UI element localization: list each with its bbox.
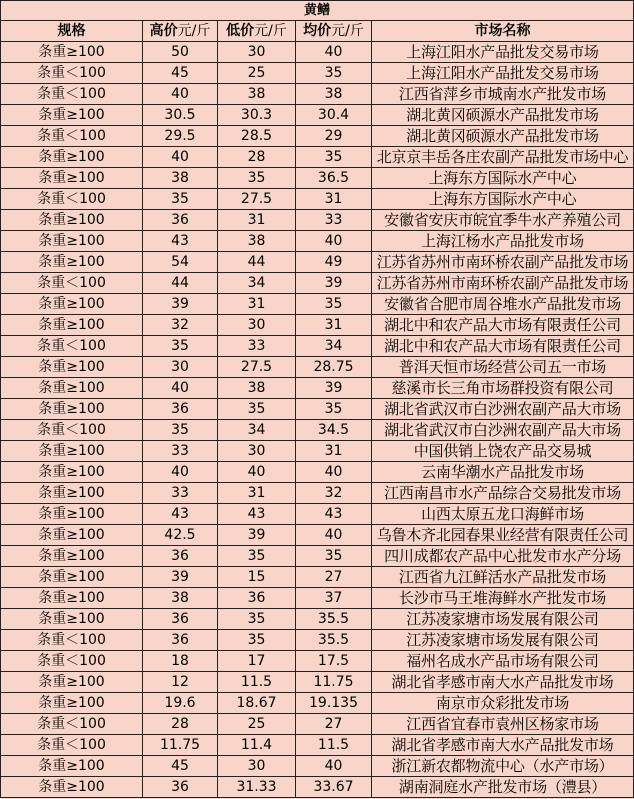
market-name-cell: 湖北中和农产品大市场有限责任公司	[372, 315, 634, 336]
low-price-cell: 18.67	[218, 693, 296, 714]
avg-price-cell: 35.5	[296, 609, 372, 630]
avg-price-cell: 39	[296, 273, 372, 294]
column-header-label: 均价	[303, 23, 332, 39]
avg-price-cell: 35	[296, 294, 372, 315]
low-price-cell: 25	[218, 714, 296, 735]
low-price-cell: 36	[218, 588, 296, 609]
low-price-cell: 25	[218, 63, 296, 84]
low-price-cell: 43	[218, 504, 296, 525]
low-price-cell: 38	[218, 231, 296, 252]
avg-price-cell: 40	[296, 525, 372, 546]
low-price-cell: 27.5	[218, 189, 296, 210]
spec-cell: 条重≥100	[1, 546, 143, 567]
high-price-cell: 45	[143, 756, 218, 777]
spec-cell: 条重≥100	[1, 483, 143, 504]
low-price-cell: 31	[218, 483, 296, 504]
high-price-cell: 43	[143, 231, 218, 252]
low-price-cell: 30	[218, 315, 296, 336]
spec-cell: 条重＜100	[1, 420, 143, 441]
column-header-unit: 元/斤	[177, 23, 211, 39]
column-header-unit: 元/斤	[254, 23, 287, 39]
high-price-cell: 40	[143, 378, 218, 399]
high-price-cell: 36	[143, 210, 218, 231]
spec-cell: 条重＜100	[1, 336, 143, 357]
market-name-cell: 云南华潮水产品批发市场	[372, 462, 634, 483]
low-price-cell: 31.33	[218, 777, 296, 798]
low-price-cell: 15	[218, 567, 296, 588]
market-name-cell: 江西省萍乡市城南水产批发市场	[372, 84, 634, 105]
column-header-high-price	[143, 21, 218, 42]
market-name-cell: 上海东方国际水产中心	[372, 168, 634, 189]
spec-cell: 条重≥100	[1, 231, 143, 252]
column-header-low-price	[218, 21, 296, 42]
column-header-label: 高价	[149, 23, 178, 39]
market-name-cell: 山西太原五龙口海鲜市场	[372, 504, 634, 525]
high-price-cell: 40	[143, 147, 218, 168]
market-name-cell: 中国供销上饶农产品交易城	[372, 441, 634, 462]
avg-price-cell: 30.4	[296, 105, 372, 126]
avg-price-cell: 34.5	[296, 420, 372, 441]
market-name-cell: 乌鲁木齐北园春果业经营有限责任公司	[372, 525, 634, 546]
high-price-cell: 43	[143, 504, 218, 525]
spec-cell: 条重＜100	[1, 63, 143, 84]
high-price-cell: 39	[143, 294, 218, 315]
column-header-label: 市场名称	[474, 23, 531, 39]
low-price-cell: 35	[218, 609, 296, 630]
high-price-cell: 35	[143, 336, 218, 357]
market-name-cell: 湖北黄冈硕源水产品批发市场	[372, 126, 634, 147]
low-price-cell: 35	[218, 630, 296, 651]
low-price-cell: 17	[218, 651, 296, 672]
high-price-cell: 39	[143, 567, 218, 588]
spec-cell: 条重≥100	[1, 252, 143, 273]
avg-price-cell: 36.5	[296, 168, 372, 189]
high-price-cell: 30	[143, 357, 218, 378]
market-name-cell: 安徽省安庆市皖宜季牛水产养殖公司	[372, 210, 634, 231]
low-price-cell: 33	[218, 336, 296, 357]
spec-cell: 条重≥100	[1, 672, 143, 693]
avg-price-cell: 31	[296, 441, 372, 462]
high-price-cell: 32	[143, 315, 218, 336]
high-price-cell: 35	[143, 420, 218, 441]
high-price-cell: 33	[143, 441, 218, 462]
column-header-label: 规格	[57, 23, 86, 39]
spec-cell: 条重≥100	[1, 357, 143, 378]
market-name-cell: 江西南昌市水产品综合交易批发市场	[372, 483, 634, 504]
market-name-cell: 慈溪市长三角市场群投资有限公司	[372, 378, 634, 399]
high-price-cell: 30.5	[143, 105, 218, 126]
avg-price-cell: 40	[296, 231, 372, 252]
column-header-unit: 元/斤	[331, 23, 364, 39]
high-price-cell: 12	[143, 672, 218, 693]
market-name-cell: 南京市众彩批发市场	[372, 693, 634, 714]
market-name-cell: 四川成都农产品中心批发市水产分场	[372, 546, 634, 567]
avg-price-cell: 40	[296, 462, 372, 483]
high-price-cell: 44	[143, 273, 218, 294]
low-price-cell: 34	[218, 273, 296, 294]
high-price-cell: 50	[143, 42, 218, 63]
high-price-cell: 33	[143, 483, 218, 504]
column-header-spec	[1, 21, 143, 42]
avg-price-cell: 28.75	[296, 357, 372, 378]
market-name-cell: 上海江阳水产品批发交易市场	[372, 42, 634, 63]
avg-price-cell: 31	[296, 189, 372, 210]
avg-price-cell: 11.75	[296, 672, 372, 693]
avg-price-cell: 32	[296, 483, 372, 504]
avg-price-cell: 37	[296, 588, 372, 609]
spec-cell: 条重≥100	[1, 462, 143, 483]
market-name-cell: 湖北省武汉市白沙洲农副产品大市场	[372, 399, 634, 420]
spec-cell: 条重＜100	[1, 84, 143, 105]
high-price-cell: 38	[143, 588, 218, 609]
low-price-cell: 30.3	[218, 105, 296, 126]
spec-cell: 条重≥100	[1, 147, 143, 168]
avg-price-cell: 49	[296, 252, 372, 273]
low-price-cell: 30	[218, 441, 296, 462]
spec-cell: 条重≥100	[1, 756, 143, 777]
market-name-cell: 福州名成水产品市场有限公司	[372, 651, 634, 672]
high-price-cell: 36	[143, 609, 218, 630]
low-price-cell: 27.5	[218, 357, 296, 378]
avg-price-cell: 27	[296, 567, 372, 588]
market-name-cell: 湖北中和农产品大市场有限责任公司	[372, 336, 634, 357]
market-name-cell: 北京京丰岳各庄农副产品批发市场中心	[372, 147, 634, 168]
low-price-cell: 35	[218, 399, 296, 420]
low-price-cell: 31	[218, 294, 296, 315]
column-header-market-name	[372, 21, 634, 42]
low-price-cell: 28	[218, 147, 296, 168]
avg-price-cell: 33	[296, 210, 372, 231]
market-name-cell: 江西省九江鲜活水产品批发市场	[372, 567, 634, 588]
market-name-cell: 江苏省苏州市南环桥农副产品批发市场	[372, 273, 634, 294]
low-price-cell: 39	[218, 525, 296, 546]
high-price-cell: 45	[143, 63, 218, 84]
low-price-cell: 11.5	[218, 672, 296, 693]
avg-price-cell: 40	[296, 756, 372, 777]
market-name-cell: 江苏省苏州市南环桥农副产品批发市场	[372, 252, 634, 273]
spec-cell: 条重≥100	[1, 315, 143, 336]
low-price-cell: 30	[218, 42, 296, 63]
spec-cell: 条重≥100	[1, 588, 143, 609]
market-name-cell: 江西省宜春市袁州区杨家市场	[372, 714, 634, 735]
spec-cell: 条重≥100	[1, 294, 143, 315]
market-name-cell: 普洱天恒市场经营公司五一市场	[372, 357, 634, 378]
avg-price-cell: 43	[296, 504, 372, 525]
market-name-cell: 湖北省孝感市南大水产品批发市场	[372, 735, 634, 756]
avg-price-cell: 29	[296, 126, 372, 147]
high-price-cell: 38	[143, 168, 218, 189]
spec-cell: 条重＜100	[1, 630, 143, 651]
spec-cell: 条重＜100	[1, 714, 143, 735]
table-title: 黄鳝	[1, 1, 634, 21]
market-name-cell: 江苏凌家塘市场发展有限公司	[372, 609, 634, 630]
spec-cell: 条重≥100	[1, 378, 143, 399]
market-name-cell: 上海江杨水产品批发市场	[372, 231, 634, 252]
spec-cell: 条重≥100	[1, 693, 143, 714]
low-price-cell: 44	[218, 252, 296, 273]
avg-price-cell: 11.5	[296, 735, 372, 756]
spec-cell: 条重≥100	[1, 504, 143, 525]
avg-price-cell: 35	[296, 546, 372, 567]
spec-cell: 条重≥100	[1, 609, 143, 630]
spec-cell: 条重＜100	[1, 273, 143, 294]
high-price-cell: 35	[143, 189, 218, 210]
avg-price-cell: 17.5	[296, 651, 372, 672]
low-price-cell: 11.4	[218, 735, 296, 756]
low-price-cell: 34	[218, 420, 296, 441]
high-price-cell: 36	[143, 777, 218, 798]
low-price-cell: 40	[218, 462, 296, 483]
high-price-cell: 36	[143, 546, 218, 567]
high-price-cell: 36	[143, 399, 218, 420]
market-name-cell: 上海东方国际水产中心	[372, 189, 634, 210]
low-price-cell: 28.5	[218, 126, 296, 147]
spec-cell: 条重≥100	[1, 399, 143, 420]
spec-cell: 条重＜100	[1, 189, 143, 210]
market-name-cell: 湖北黄冈硕源水产品批发市场	[372, 105, 634, 126]
spec-cell: 条重＜100	[1, 126, 143, 147]
spec-cell: 条重≥100	[1, 777, 143, 798]
spec-cell: 条重≥100	[1, 525, 143, 546]
spec-cell: 条重＜100	[1, 735, 143, 756]
low-price-cell: 31	[218, 210, 296, 231]
avg-price-cell: 34	[296, 336, 372, 357]
spec-cell: 条重≥100	[1, 105, 143, 126]
high-price-cell: 40	[143, 462, 218, 483]
high-price-cell: 36	[143, 630, 218, 651]
high-price-cell: 40	[143, 84, 218, 105]
spec-cell: 条重≥100	[1, 168, 143, 189]
market-name-cell: 浙江新农都物流中心（水产市场）	[372, 756, 634, 777]
avg-price-cell: 35	[296, 399, 372, 420]
avg-price-cell: 31	[296, 315, 372, 336]
column-header-label: 低价	[226, 23, 255, 39]
market-name-cell: 长沙市马王堆海鲜水产批发市场	[372, 588, 634, 609]
avg-price-cell: 27	[296, 714, 372, 735]
spec-cell: 条重≥100	[1, 567, 143, 588]
spec-cell: 条重≥100	[1, 441, 143, 462]
market-name-cell: 湖北省武汉市白沙洲农副产品大市场	[372, 420, 634, 441]
avg-price-cell: 35	[296, 147, 372, 168]
spec-cell: 条重≥100	[1, 210, 143, 231]
spec-cell: 条重＜100	[1, 651, 143, 672]
market-name-cell: 江苏凌家塘市场发展有限公司	[372, 630, 634, 651]
spec-cell: 条重≥100	[1, 42, 143, 63]
high-price-cell: 29.5	[143, 126, 218, 147]
market-name-cell: 上海江阳水产品批发交易市场	[372, 63, 634, 84]
avg-price-cell: 35.5	[296, 630, 372, 651]
market-name-cell: 安徽省合肥市周谷堆水产品批发市场	[372, 294, 634, 315]
high-price-cell: 42.5	[143, 525, 218, 546]
avg-price-cell: 38	[296, 84, 372, 105]
high-price-cell: 28	[143, 714, 218, 735]
high-price-cell: 18	[143, 651, 218, 672]
avg-price-cell: 39	[296, 378, 372, 399]
low-price-cell: 38	[218, 84, 296, 105]
avg-price-cell: 35	[296, 63, 372, 84]
low-price-cell: 35	[218, 168, 296, 189]
high-price-cell: 11.75	[143, 735, 218, 756]
low-price-cell: 30	[218, 756, 296, 777]
high-price-cell: 54	[143, 252, 218, 273]
avg-price-cell: 40	[296, 42, 372, 63]
column-header-avg-price	[296, 21, 372, 42]
avg-price-cell: 33.67	[296, 777, 372, 798]
low-price-cell: 35	[218, 546, 296, 567]
low-price-cell: 38	[218, 378, 296, 399]
high-price-cell: 19.6	[143, 693, 218, 714]
market-name-cell: 湖北省孝感市南大水产品批发市场	[372, 672, 634, 693]
market-name-cell: 湖南洞庭水产批发市场（澧县）	[372, 777, 634, 798]
avg-price-cell: 19.135	[296, 693, 372, 714]
